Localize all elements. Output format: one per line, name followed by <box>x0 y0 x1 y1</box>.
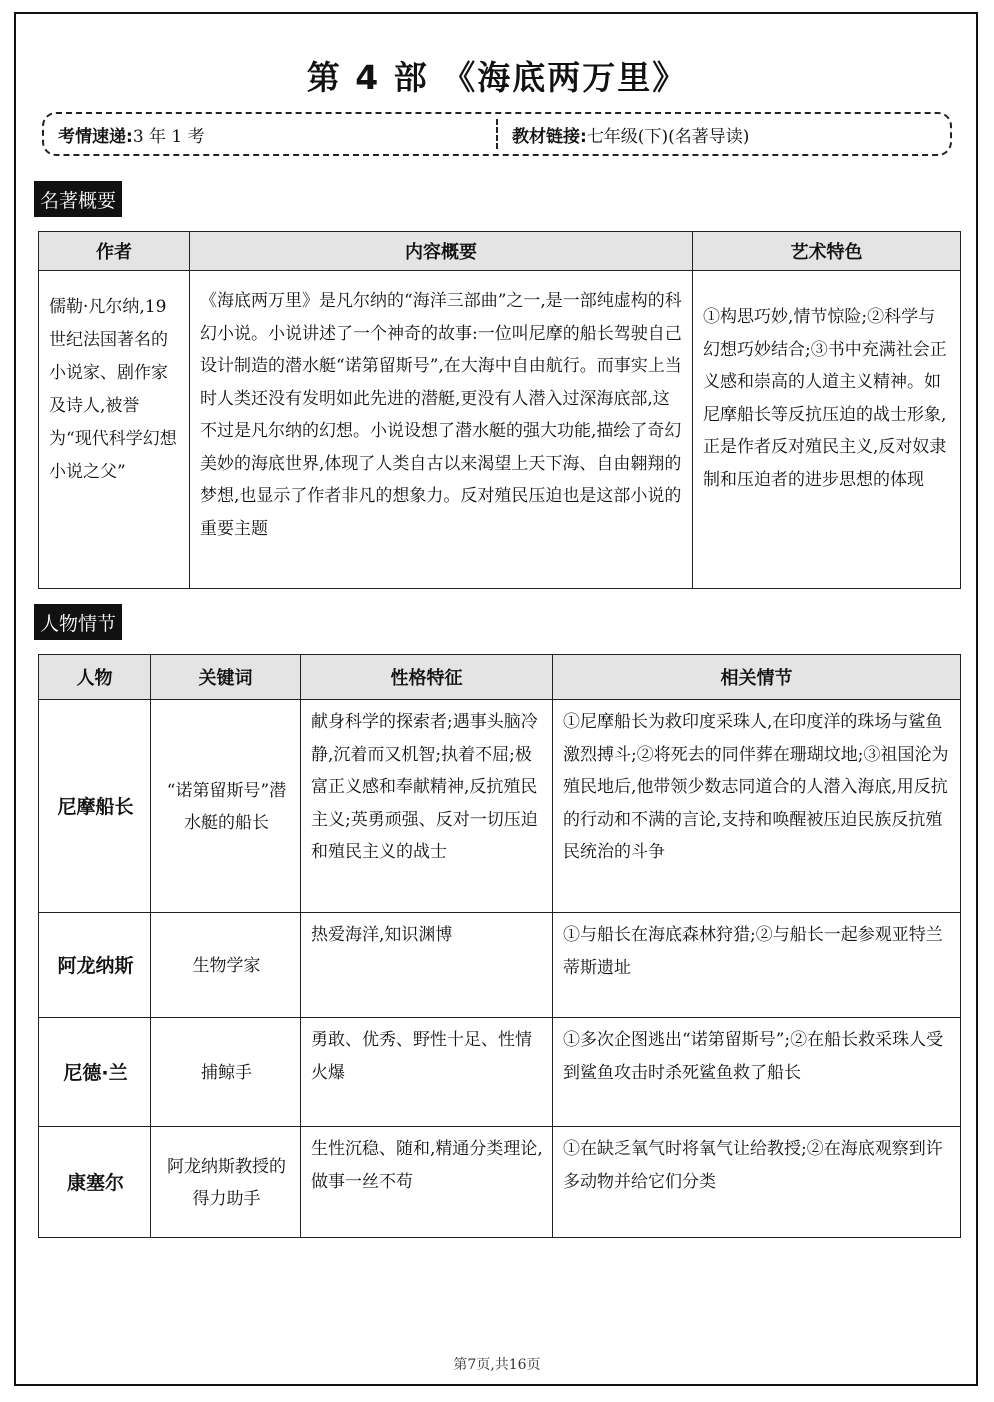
character-traits: 热爱海洋,知识渊博 <box>301 913 553 1018</box>
textbook-link <box>498 122 950 147</box>
character-plot: ①在缺乏氧气时将氧气让给教授;②在海底观察到许多动物并给它们分类 <box>553 1127 961 1238</box>
exam-info <box>44 122 496 147</box>
header-keyword: 关键词 <box>151 655 301 700</box>
character-plot: ①多次企图逃出“诺第留斯号”;②在船长救采珠人受到鲨鱼攻击时杀死鲨鱼救了船长 <box>553 1018 961 1127</box>
overview-table <box>38 231 961 589</box>
header-art: 艺术特色 <box>693 232 961 271</box>
character-traits: 生性沉稳、随和,精通分类理论,做事一丝不苟 <box>301 1127 553 1238</box>
character-traits: 勇敢、优秀、野性十足、性情火爆 <box>301 1018 553 1127</box>
character-name: 康塞尔 <box>39 1127 151 1238</box>
summary-cell: 《海底两万里》是凡尔纳的“海洋三部曲”之一,是一部纯虚构的科幻小说。小说讲述了一个神奇的故事:一位叫尼摩的船长驾驶自己设计制造的潜水艇“诺第留斯号”,在大海中自由航行。而事实上当时人类还没有发明如此先进的潜艇,更没有人潜入过深海底部,这不过是凡尔纳的幻想。小说设想了潜水艇的强大功能,描绘了奇幻美妙的海底世界,体现了人类自古以来渴望上天下海、自由翱翔的梦想,也显示了作者非凡的想象力。反对殖民压迫也是这部小说的重要主题 <box>190 271 693 589</box>
character-traits: 献身科学的探索者;遇事头脑冷静,沉着而又机智;执着不屈;极富正义感和奉献精神,反抗殖民主义;英勇顽强、反对一切压迫和殖民主义的战士 <box>301 700 553 913</box>
character-keyword: 阿龙纳斯教授的得力助手 <box>151 1127 301 1238</box>
character-name: 尼摩船长 <box>39 700 151 913</box>
characters-header-row <box>39 655 961 700</box>
character-plot: ①与船长在海底森林狩猎;②与船长一起参观亚特兰蒂斯遗址 <box>553 913 961 1018</box>
table-row <box>39 1018 961 1127</box>
exam-label: 考情速递: <box>58 126 133 147</box>
header-traits: 性格特征 <box>301 655 553 700</box>
table-row <box>39 1127 961 1238</box>
table-row <box>39 700 961 913</box>
character-keyword: 捕鲸手 <box>151 1018 301 1127</box>
page-footer: 第7页,共16页 <box>453 1357 541 1373</box>
character-keyword: 生物学家 <box>151 913 301 1018</box>
header-character: 人物 <box>39 655 151 700</box>
character-plot: ①尼摩船长为救印度采珠人,在印度洋的珠场与鲨鱼激烈搏斗;②将死去的同伴葬在珊瑚坟地;③祖国沦为殖民地后,他带领少数志同道合的人潜入海底,用反抗的行动和不满的言论,支持和唤醒被压迫民族反抗殖民统治的斗争 <box>553 700 961 913</box>
art-cell: ①构思巧妙,情节惊险;②科学与幻想巧妙结合;③书中充满社会正义感和崇高的人道主义精神。如尼摩船长等反抗压迫的战士形象,正是作者反对殖民主义,反对奴隶制和压迫者的进步思想的体现 <box>693 271 961 589</box>
exam-value: 3 年 1 考 <box>132 126 205 147</box>
header-author: 作者 <box>39 232 190 271</box>
page-title: 第 4 部 《海底两万里》 <box>306 58 688 97</box>
overview-row <box>39 271 961 589</box>
section-characters-label: 人物情节 <box>34 604 122 640</box>
characters-table <box>38 654 961 1238</box>
section-overview-label: 名著概要 <box>34 181 122 217</box>
character-name: 阿龙纳斯 <box>39 913 151 1018</box>
link-value: 七年级(下)(名著导读) <box>586 126 750 147</box>
link-label: 教材链接: <box>512 126 587 147</box>
header-summary: 内容概要 <box>190 232 693 271</box>
character-name: 尼德·兰 <box>39 1018 151 1127</box>
header-plot: 相关情节 <box>553 655 961 700</box>
character-keyword: “诺第留斯号”潜水艇的船长 <box>151 700 301 913</box>
table-row <box>39 913 961 1018</box>
overview-header-row <box>39 232 961 271</box>
info-box <box>42 112 952 156</box>
author-cell: 儒勒·凡尔纳,19 世纪法国著名的小说家、剧作家及诗人,被誉为“现代科学幻想小说之父” <box>39 271 190 589</box>
